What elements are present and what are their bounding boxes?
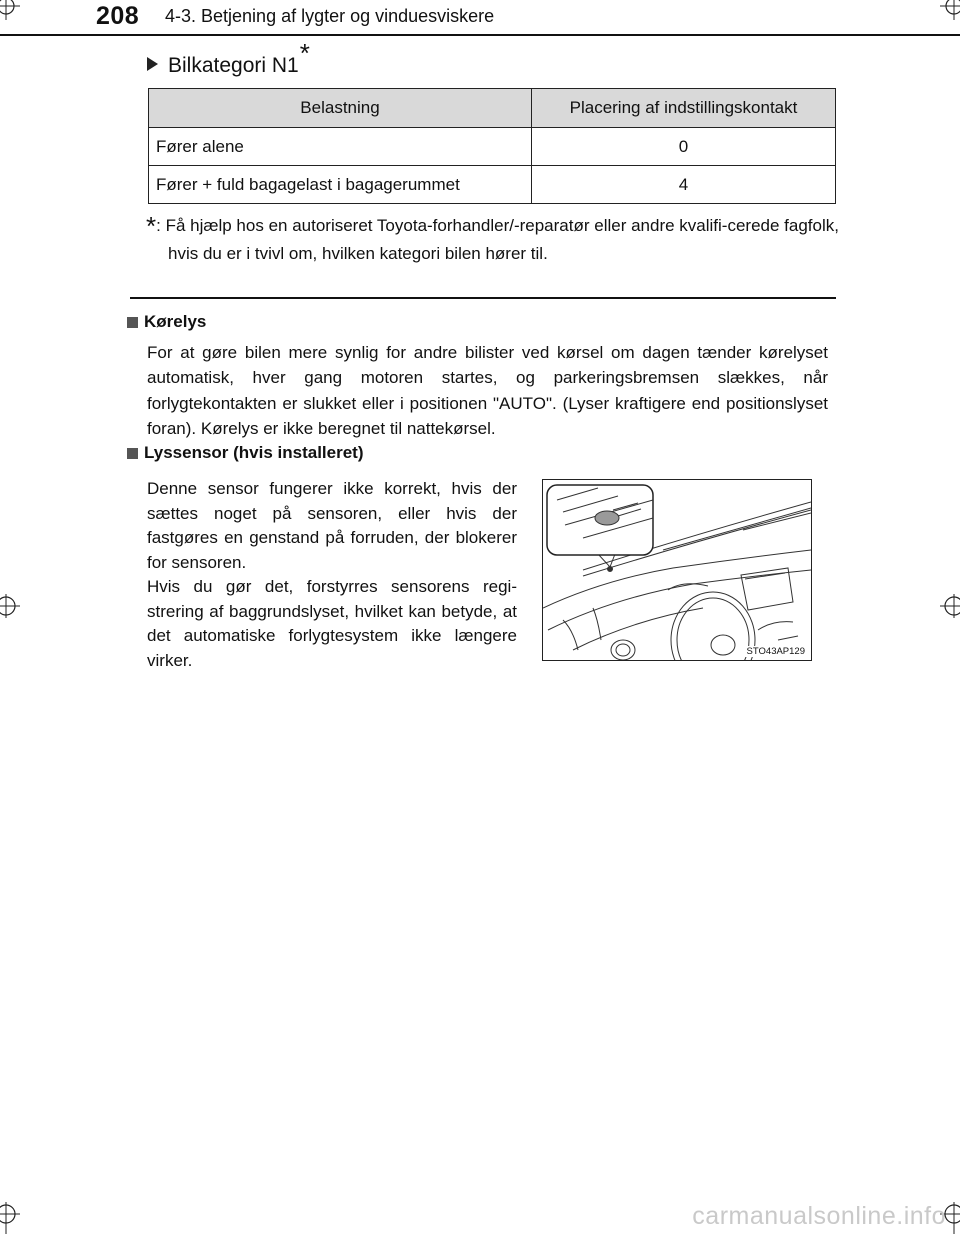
- section-heading-text: Lyssensor (hvis installeret): [144, 443, 364, 462]
- table-row: [149, 166, 836, 204]
- arrow-right-icon: [147, 57, 158, 71]
- lyssensor-paragraph-2: Hvis du gør det, forstyrres sensorens regi-strering af baggrundslyset, hvilket kan betyde, at det automatiske forlygtesystem ikke længere virker.: [147, 577, 517, 670]
- crop-mark-top-right: [936, 0, 960, 24]
- lyssensor-paragraph-1: Denne sensor fungerer ikke korrekt, hvis der sættes noget på sensoren, eller hvis der fastgøres en genstand på forruden, der blokerer for sensoren.: [147, 479, 517, 572]
- figure-code: STO43AP129: [746, 646, 805, 657]
- lyssensor-text: [147, 477, 517, 673]
- table-cell: 4: [532, 166, 836, 204]
- subheading: [147, 38, 310, 79]
- table-header-cell: Placering af indstillingskontakt: [532, 89, 836, 128]
- dashboard-illustration: [543, 480, 812, 661]
- section-heading-lyssensor: [127, 443, 364, 463]
- subheading-marker: *: [299, 38, 310, 68]
- korelys-paragraph: For at gøre bilen mere synlig for andre bilister ved kørsel om dagen tænder kørelyset automatisk, hver gang motoren startes, og parkeringsbremsen slækkes, når forlygtekontakten er slukket eller i positionen "AUTO". (Lyser kraftigere end positionslyset foran). Kørelys er ikke beregnet til nattekørsel.: [147, 343, 828, 438]
- crop-mark-mid-left: [0, 592, 24, 620]
- square-bullet-icon: [127, 317, 138, 328]
- crop-mark-mid-right: [936, 592, 960, 620]
- light-sensor-figure: [542, 479, 812, 661]
- page-number: 208: [96, 2, 140, 30]
- crop-mark-top-left: [0, 0, 24, 24]
- load-table: [148, 88, 836, 204]
- table-cell: 0: [532, 128, 836, 166]
- section-heading-korelys: [127, 312, 206, 332]
- table-cell: Fører alene: [149, 128, 532, 166]
- table-row: [149, 128, 836, 166]
- subheading-text: Bilkategori N1: [168, 54, 299, 77]
- section-heading-text: Kørelys: [144, 312, 207, 331]
- table-header-cell: Belastning: [149, 89, 532, 128]
- watermark: carmanualsonline.info: [692, 1202, 946, 1230]
- footnote: [146, 208, 846, 268]
- table-header-row: [149, 89, 836, 128]
- chapter-title: 4-3. Betjening af lygter og vinduesviskere: [165, 6, 495, 26]
- footnote-marker: *: [146, 211, 157, 241]
- footnote-text: : Få hjælp hos en autoriseret Toyota-forhandler/-reparatør eller andre kvalifi-cerede fagfolk, hvis du er i tvivl om, hvilken kategori bilen hører til.: [156, 216, 839, 263]
- section-divider: [130, 297, 836, 299]
- table-cell: Fører + fuld bagagelast i bagagerummet: [149, 166, 532, 204]
- square-bullet-icon: [127, 448, 138, 459]
- header-rule: [0, 34, 960, 36]
- crop-mark-bottom-left: [0, 1200, 24, 1235]
